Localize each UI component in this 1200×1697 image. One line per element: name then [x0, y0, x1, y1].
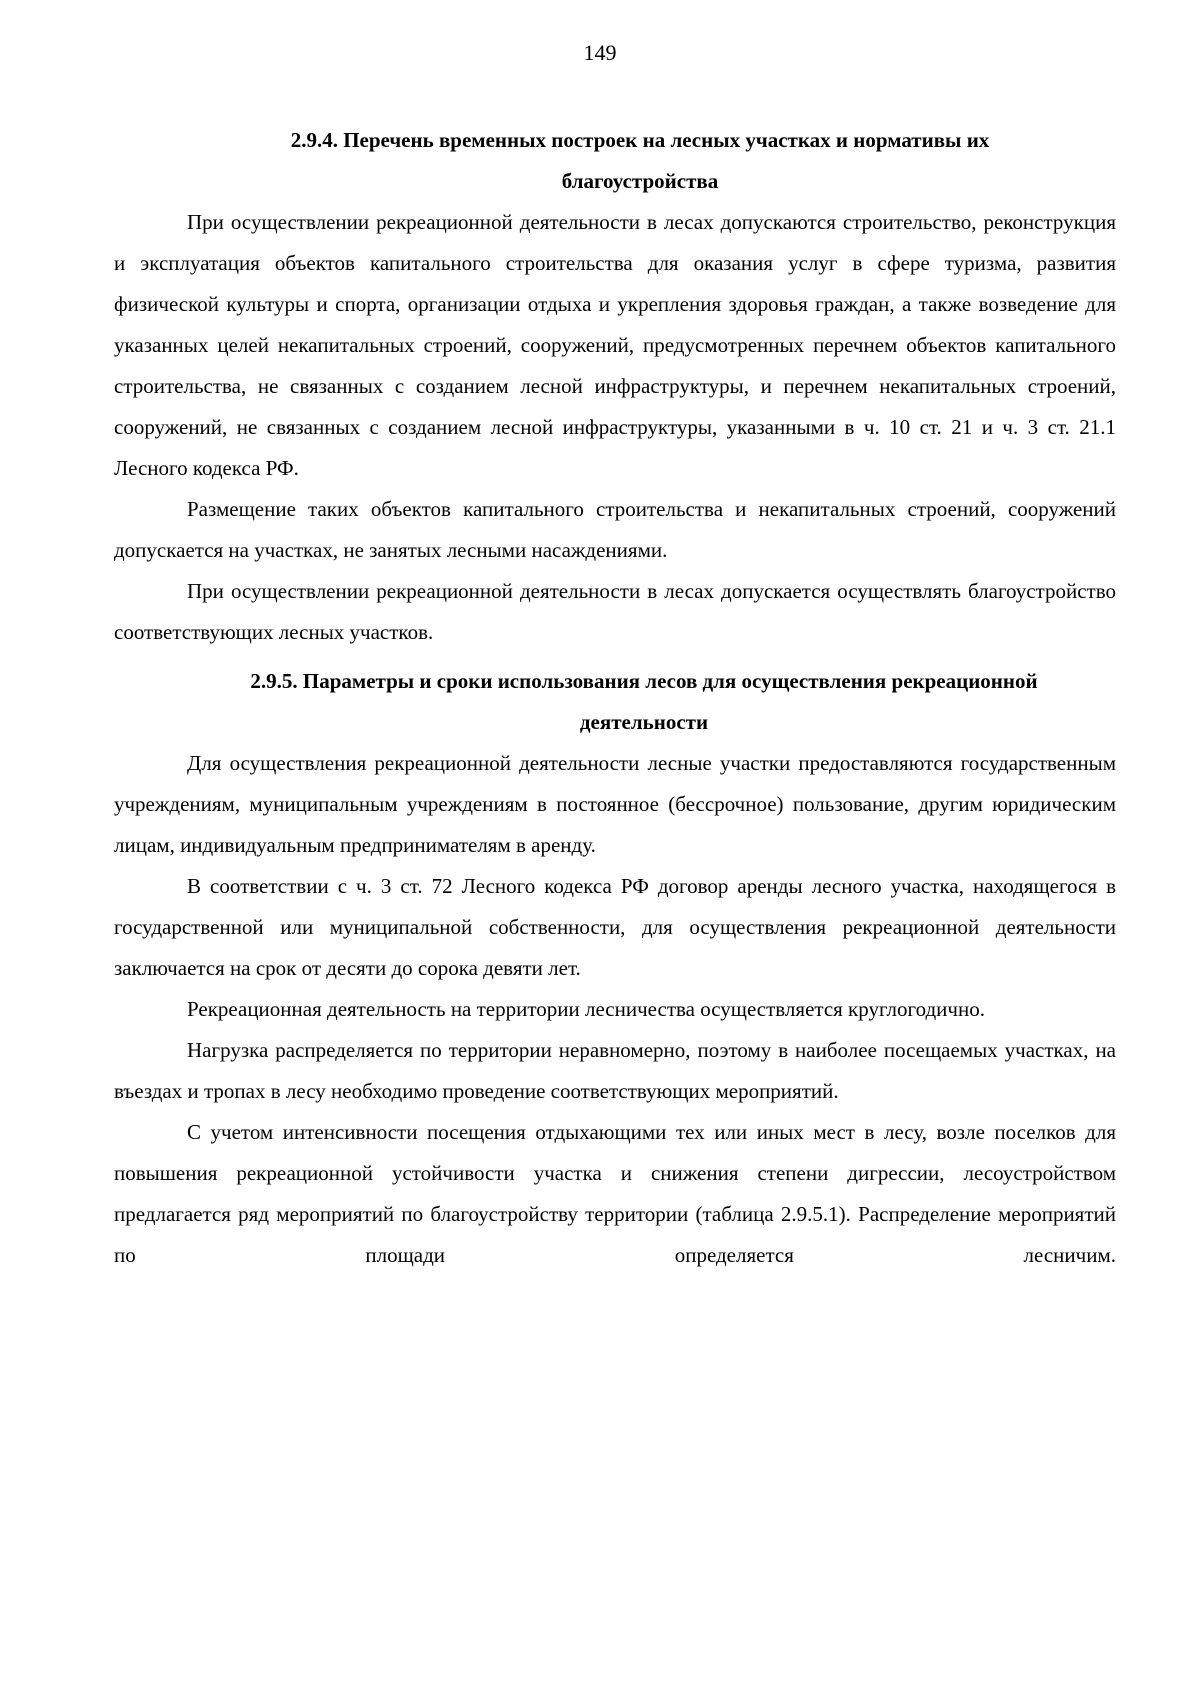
paragraph: В соответствии с ч. 3 ст. 72 Лесного кодекса РФ договор аренды лесного участка, находящегося в государственной или муниципальной собственности, для осуществления рекреационной деятельности заключается на срок от десяти до сорока девяти лет.: [114, 874, 1116, 980]
paragraph: Для осуществления рекреационной деятельности лесные участки предоставляются государственным учреждениям, муниципальным учреждениям в постоянное (бессрочное) пользование, другим юридическим лицам, индивидуальным предпринимателям в аренду.: [114, 751, 1116, 857]
paragraph: Размещение таких объектов капитального строительства и некапитальных строений, сооружений допускается на участках, не занятых лесными насаждениями.: [114, 497, 1116, 562]
heading-line: 2.9.4. Перечень временных построек на лесных участках и нормативы их: [290, 128, 990, 152]
section-heading-2-9-5: [114, 661, 1116, 743]
heading-line: благоустройства: [561, 169, 719, 193]
heading-line: 2.9.5. Параметры и сроки использования лесов для осуществления рекреационной: [250, 669, 1038, 693]
paragraph: С учетом интенсивности посещения отдыхающими тех или иных мест в лесу, возле поселков для повышения рекреационной устойчивости участка и снижения степени дигрессии, лесоустройством предлагается ряд мероприятий по благоустройству территории (таблица 2.9.5.1). Распределение мероприятий по площади определяется лесничим.: [114, 1120, 1116, 1267]
paragraph: Нагрузка распределяется по территории неравномерно, поэтому в наиболее посещаемых участках, на въездах и тропах в лесу необходимо проведение соответствующих мероприятий.: [114, 1038, 1116, 1103]
heading-line: деятельности: [579, 710, 709, 734]
paragraph: При осуществлении рекреационной деятельности в лесах допускается осуществлять благоустройство соответствующих лесных участков.: [114, 579, 1116, 644]
paragraph: Рекреационная деятельность на территории лесничества осуществляется круглогодично.: [187, 997, 985, 1021]
page-body: [114, 120, 1116, 1276]
paragraph: При осуществлении рекреационной деятельности в лесах допускаются строительство, реконструкция и эксплуатация объектов капитального строительства для оказания услуг в сфере туризма, развития физической культуры и спорта, организации отдыха и укрепления здоровья граждан, а также возведение для указанных целей некапитальных строений, сооружений, предусмотренных перечнем объектов капитального строительства, не связанных с созданием лесной инфраструктуры, и перечнем некапитальных строений, сооружений, не связанных с созданием лесной инфраструктуры, указанными в ч. 10 ст. 21 и ч. 3 ст. 21.1 Лесного кодекса РФ.: [114, 210, 1116, 480]
section-heading-2-9-4: [114, 120, 1116, 202]
page-number: 149: [583, 40, 617, 65]
